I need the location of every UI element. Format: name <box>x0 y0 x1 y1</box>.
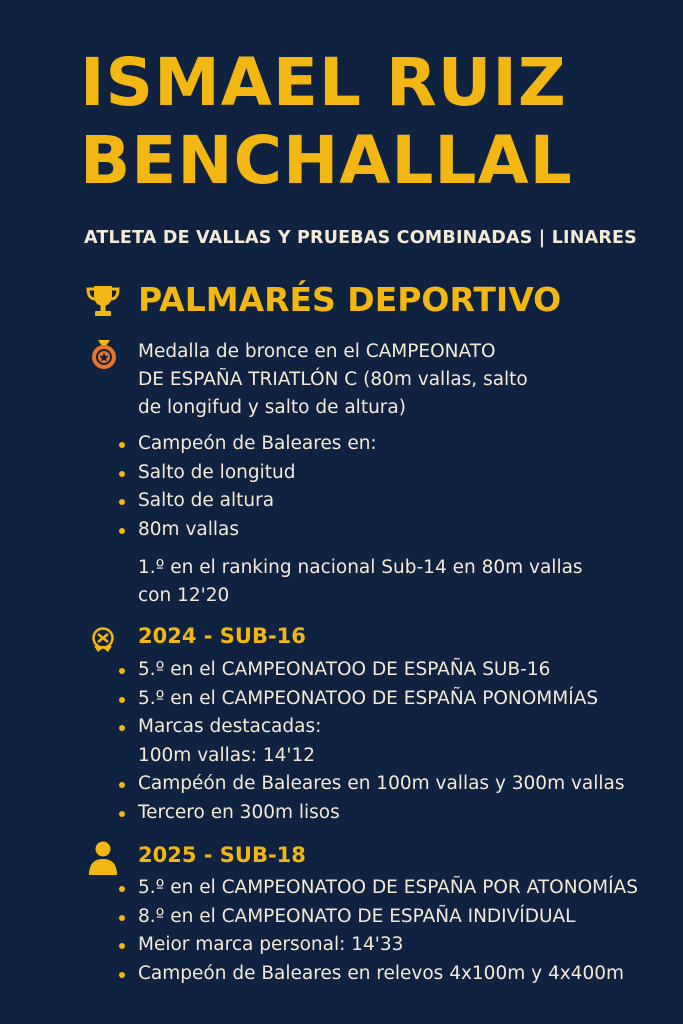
ranking-line: con 12'20 <box>138 585 230 606</box>
medal-description <box>138 338 528 422</box>
title-line-2: BENCHALLAL <box>80 122 573 199</box>
season-2024-list <box>118 656 625 827</box>
page-title <box>80 44 573 200</box>
trophy-icon <box>84 282 122 320</box>
medal-text-line: de longifud y salto de altura) <box>138 397 406 418</box>
list-item: 5.º en el CAMPEONATOO DE ESPAÑA POR ATONOMÍAS <box>118 874 638 903</box>
season-2025-list <box>118 874 638 988</box>
list-item: Salto de longitud <box>118 459 377 488</box>
marcas-detail: 100m vallas: 14'12 <box>138 744 316 766</box>
list-item: Meior marca personal: 14'33 <box>118 931 638 960</box>
season-2025-heading: 2025 - SUB-18 <box>138 843 306 867</box>
title-line-1: ISMAEL RUIZ <box>80 44 567 121</box>
section-heading-palmares: PALMARÉS DEPORTIVO <box>138 280 562 319</box>
person-icon <box>89 840 117 876</box>
medal-text-line: Medalla de bronce en el CAMPEONATO <box>138 341 496 362</box>
list-item: Campeón de Baleares en relevos 4x100m y 4x400m <box>118 960 638 989</box>
ranking-text <box>138 554 583 610</box>
season-2024-heading: 2024 - SUB-16 <box>138 624 306 648</box>
list-item: Campéón de Baleares en 100m vallas y 300m vallas <box>118 770 625 799</box>
ranking-line: 1.º en el ranking nacional Sub-14 en 80m vallas <box>138 557 583 578</box>
list-item: Tercero en 300m lisos <box>118 799 625 828</box>
list-item: 8.º en el CAMPEONATO DE ESPAÑA INDIVÍDUAL <box>118 903 638 932</box>
list-item: 5.º en el CAMPEONATOO DE ESPAÑA SUB-16 <box>118 656 625 685</box>
subtitle: ATLETA DE VALLAS Y PRUEBAS COMBINADAS | LINARES <box>84 228 637 248</box>
list-item-text: Marcas destacadas: <box>138 716 322 737</box>
list-item <box>118 713 625 770</box>
list-item: 80m vallas <box>118 516 377 545</box>
medal-icon <box>90 340 118 370</box>
baleares-list <box>118 430 377 544</box>
list-item: Salto de altura <box>118 487 377 516</box>
hurdle-medal-icon <box>88 624 118 654</box>
medal-text-line: DE ESPAÑA TRIATLÓN C (80m vallas, salto <box>138 369 528 390</box>
list-item: 5.º en el CAMPEONATOO DE ESPAÑA PONOMMÍAS <box>118 685 625 714</box>
list-item: Campeón de Baleares en: <box>118 430 377 459</box>
